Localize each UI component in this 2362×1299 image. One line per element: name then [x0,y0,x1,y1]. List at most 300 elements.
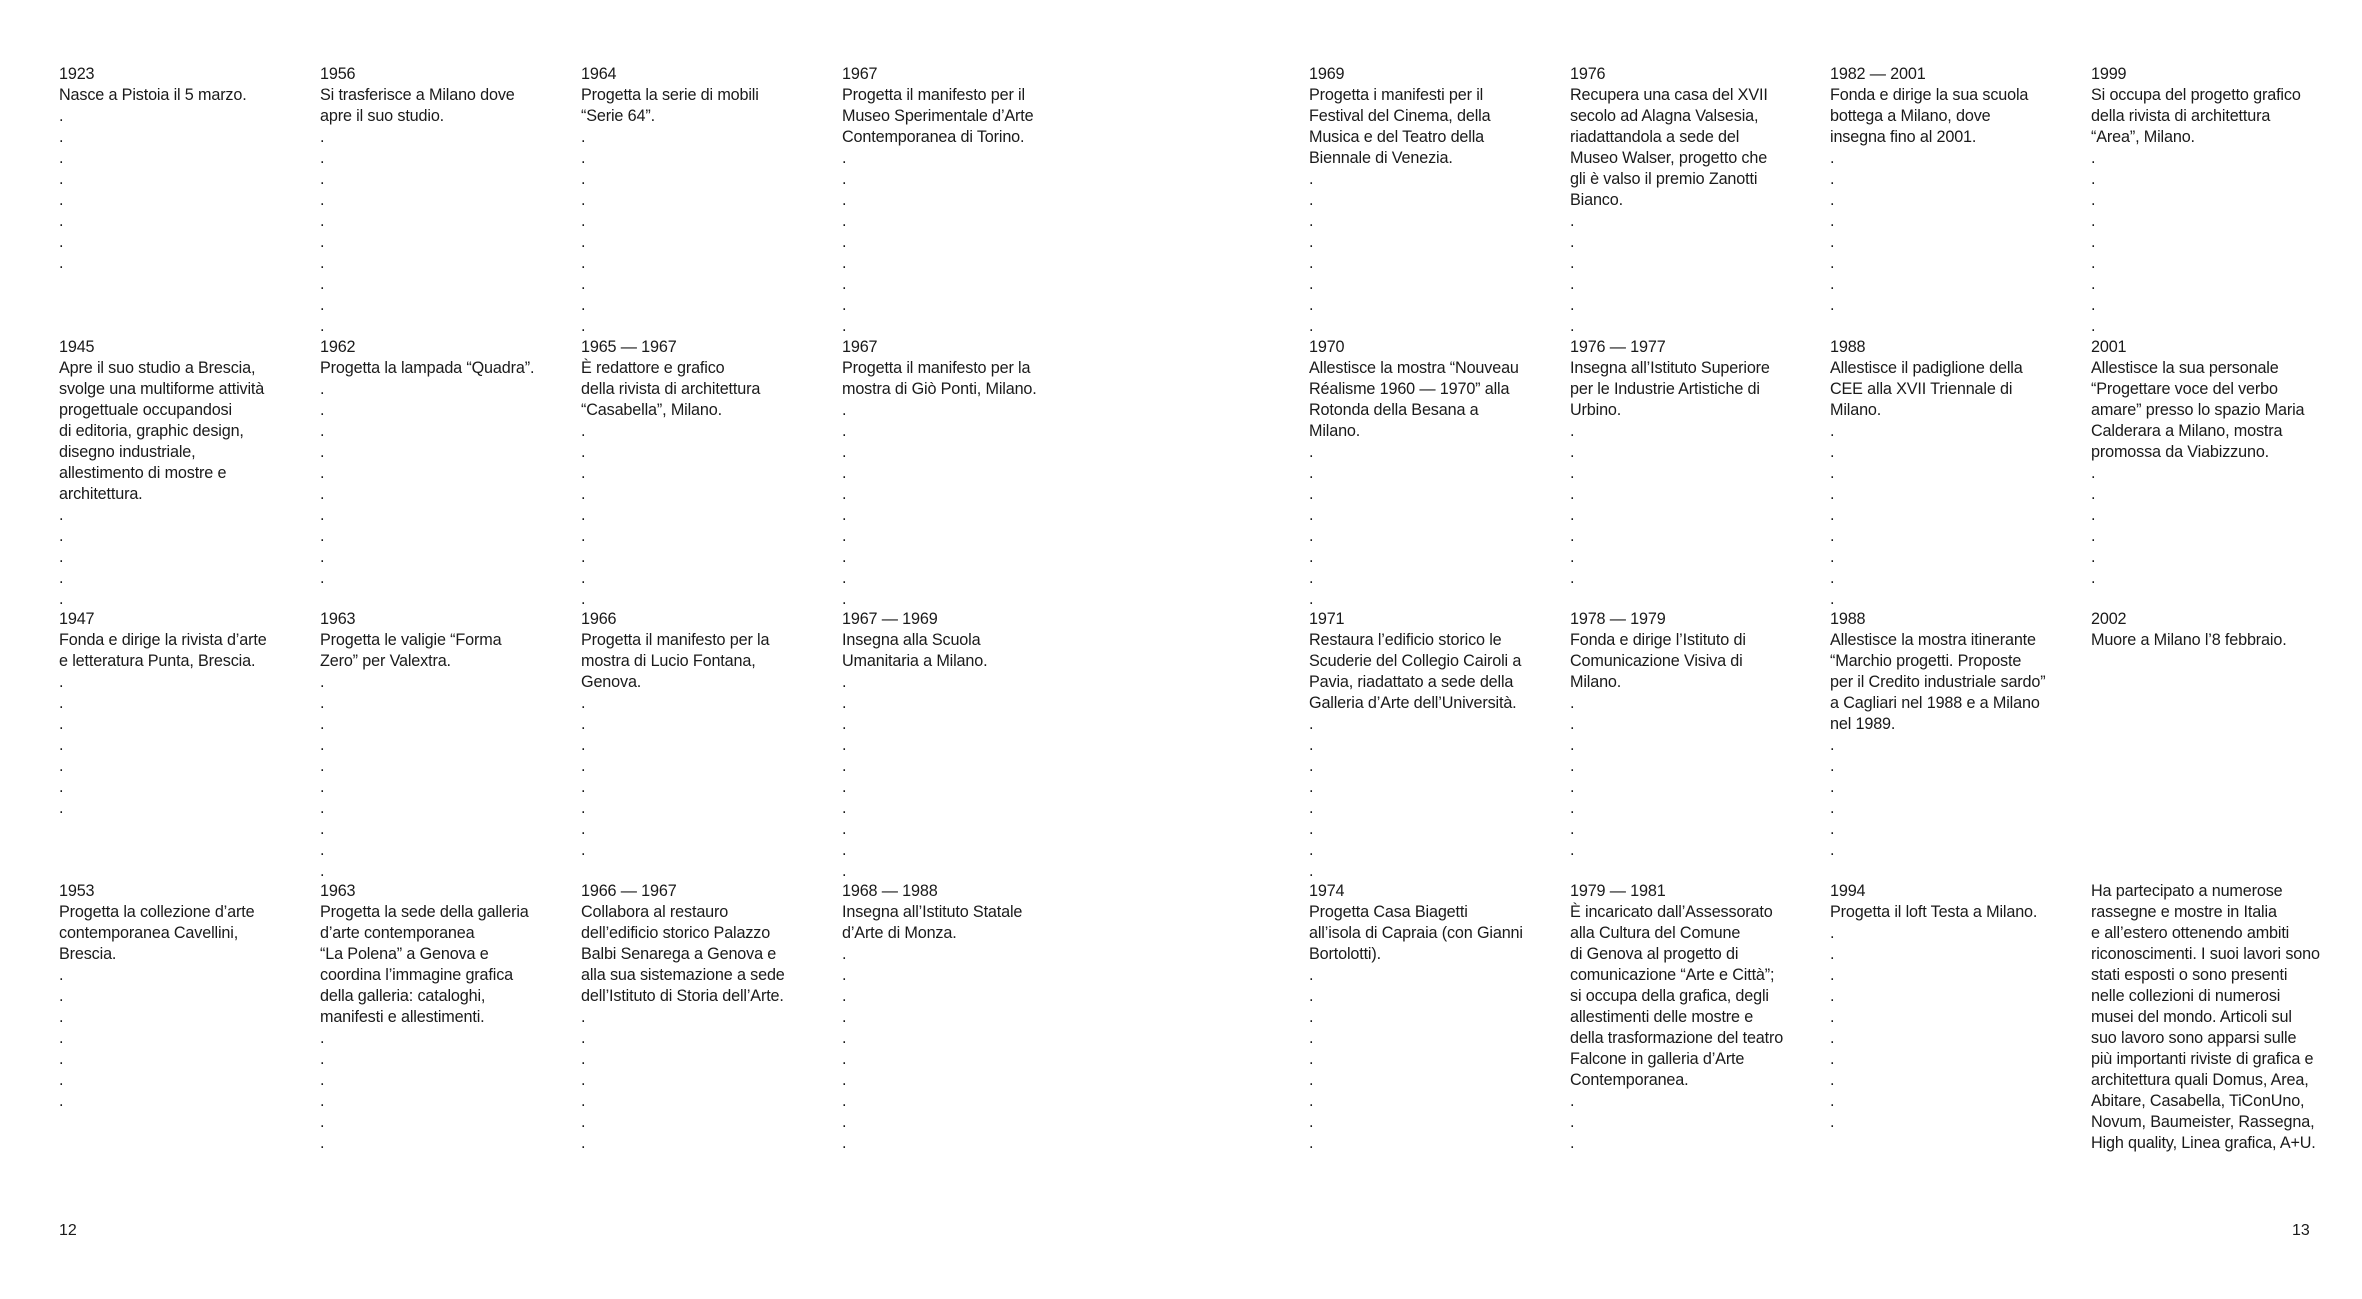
entry-text: Fonda e dirige la rivista d’arte e letteratura Punta, Brescia. [59,631,267,670]
dot-mark: . [1830,212,1835,230]
dot-mark: . [1830,296,1835,314]
entry-text: Progetta il manifesto per la mostra di Giò Ponti, Milano. [842,359,1037,398]
timeline-entry [2091,609,2336,881]
entry-text: Progetta il manifesto per il Museo Sperimentale d’Arte Contemporanea di Torino. [842,86,1034,146]
dot-mark: . [2091,212,2096,230]
dot-mark: . [59,569,64,587]
dot-mark: . [320,673,325,691]
dot-mark: . [59,1071,64,1089]
entry-text: Progetta la serie di mobili “Serie 64”. [581,86,759,125]
dot-mark: . [1309,715,1314,733]
dot-mark: . [581,212,586,230]
timeline-entry [320,337,565,609]
timeline-entry [1570,609,1815,881]
entry-year: 2001 [2091,338,2127,356]
timeline-entry [581,64,826,336]
dot-mark: . [59,966,64,984]
dot-mark: . [320,464,325,482]
dot-mark: . [1830,590,1835,608]
entry-text: È incaricato dall’Assessorato alla Cultura del Comune di Genova al progetto di comunicazione “Arte e Città”; si occupa della grafica, degli allestimenti delle mostre e della trasformazione del teatro Falcone in galleria d’Arte Contemporanea. [1570,903,1784,1089]
dot-leader [1830,923,2075,1133]
dot-mark: . [320,736,325,754]
dot-leader [1570,421,1815,589]
dot-mark: . [1830,945,1835,963]
biography-summary [2091,881,2336,1221]
entry-year: 1966 — 1967 [581,882,677,900]
dot-mark: . [320,128,325,146]
timeline-entry [59,881,304,1153]
dot-mark: . [1309,987,1314,1005]
dot-mark: . [581,820,586,838]
entry-text: Recupera una casa del XVII secolo ad Alagna Valsesia, riadattandola a sede del Museo Walser, progetto che gli è valso il premio Zanotti Bianco. [1570,86,1768,209]
timeline-entry [59,337,304,609]
dot-mark: . [2091,149,2096,167]
dot-mark: . [1570,778,1575,796]
dot-mark: . [581,590,586,608]
dot-mark: . [1309,966,1314,984]
entry-text: Progetta la lampada “Quadra”. [320,359,535,377]
entry-text: Allestisce il padiglione della CEE alla XVII Triennale di Milano. [1830,359,2023,419]
page-number-left: 12 [59,1222,77,1239]
entry-text: Progetta la collezione d’arte contemporanea Cavellini, Brescia. [59,903,255,963]
dot-mark: . [1309,548,1314,566]
dot-mark: . [581,1050,586,1068]
dot-mark: . [2091,275,2096,293]
dot-mark: . [2091,527,2096,545]
dot-mark: . [842,590,847,608]
entry-year: 1968 — 1988 [842,882,938,900]
dot-mark: . [1309,191,1314,209]
dot-mark: . [320,275,325,293]
entry-text: Progetta la sede della galleria d’arte contemporanea “La Polena” a Genova e coordina l’immagine grafica della galleria: cataloghi, manifesti e allestimenti. [320,903,529,1026]
dot-mark: . [842,1008,847,1026]
dot-mark: . [842,569,847,587]
dot-mark: . [59,757,64,775]
entry-year: 1988 [1830,338,1866,356]
dot-mark: . [1309,590,1314,608]
dot-mark: . [59,170,64,188]
timeline-entry [59,609,304,881]
dot-mark: . [1309,799,1314,817]
entry-text: Muore a Milano l’8 febbraio. [2091,631,2287,649]
dot-mark: . [581,799,586,817]
dot-mark: . [1830,422,1835,440]
timeline-entry [59,64,304,336]
dot-mark: . [581,506,586,524]
entry-year: 1969 [1309,65,1345,83]
dot-leader [320,672,565,881]
dot-mark: . [1570,548,1575,566]
dot-mark: . [581,485,586,503]
dot-leader [2091,148,2336,336]
entry-text: Allestisce la sua personale “Progettare voce del verbo amare” presso lo spazio Maria Calderara a Milano, mostra promossa da Viabizzuno. [2091,359,2305,461]
dot-leader [320,1028,565,1153]
entry-year: 2002 [2091,610,2127,628]
dot-mark: . [1830,275,1835,293]
timeline-entry [2091,64,2336,336]
dot-mark: . [320,212,325,230]
entry-year: 1967 — 1969 [842,610,938,628]
dot-mark: . [59,254,64,272]
dot-mark: . [1570,212,1575,230]
dot-mark: . [1570,820,1575,838]
dot-leader [2091,463,2336,589]
dot-mark: . [320,296,325,314]
dot-mark: . [59,1029,64,1047]
dot-mark: . [320,422,325,440]
entry-text: Insegna all’Istituto Statale d’Arte di Monza. [842,903,1023,942]
entry-text: Apre il suo studio a Brescia, svolge una multiforme attività progettuale occupandosi di editoria, graphic design, disegno industriale, allestimento di mostre e architettura. [59,359,265,503]
dot-mark: . [1309,170,1314,188]
timeline-entry [1309,337,1554,609]
dot-mark: . [2091,170,2096,188]
dot-mark: . [1309,862,1314,880]
dot-mark: . [1309,485,1314,503]
dot-mark: . [842,1113,847,1131]
dot-mark: . [1830,485,1835,503]
dot-mark: . [320,401,325,419]
dot-mark: . [842,296,847,314]
dot-mark: . [1830,1071,1835,1089]
dot-mark: . [842,945,847,963]
dot-mark: . [1570,1134,1575,1152]
dot-mark: . [842,862,847,880]
dot-mark: . [1309,1113,1314,1131]
dot-mark: . [1830,548,1835,566]
dot-mark: . [1830,464,1835,482]
timeline-entry [1570,881,1815,1153]
dot-mark: . [320,485,325,503]
dot-leader [59,672,304,819]
dot-leader [320,379,565,589]
dot-mark: . [59,107,64,125]
entry-text: Nasce a Pistoia il 5 marzo. [59,86,247,104]
dot-mark: . [320,548,325,566]
timeline-entry [2091,337,2336,609]
entry-year: 1994 [1830,882,1866,900]
dot-mark: . [842,1134,847,1152]
timeline-entry [842,337,1087,609]
entry-year: 1976 — 1977 [1570,338,1666,356]
dot-mark: . [59,987,64,1005]
dot-mark: . [581,1113,586,1131]
dot-mark: . [320,820,325,838]
dot-mark: . [1309,275,1314,293]
dot-mark: . [1830,569,1835,587]
dot-mark: . [1309,1008,1314,1026]
dot-mark: . [842,233,847,251]
dot-mark: . [320,1134,325,1152]
dot-mark: . [2091,317,2096,335]
entry-text: Progetta il manifesto per la mostra di Lucio Fontana, Genova. [581,631,770,691]
dot-mark: . [1830,506,1835,524]
dot-mark: . [320,380,325,398]
dot-mark: . [581,149,586,167]
dot-mark: . [320,862,325,880]
dot-mark: . [1830,841,1835,859]
dot-mark: . [1570,506,1575,524]
dot-mark: . [1830,966,1835,984]
dot-mark: . [842,715,847,733]
dot-mark: . [320,191,325,209]
dot-leader [1309,714,1554,881]
dot-mark: . [1570,422,1575,440]
dot-mark: . [1570,569,1575,587]
dot-mark: . [320,170,325,188]
entry-text: Progetta Casa Biagetti all’isola di Capraia (con Gianni Bortolotti). [1309,903,1523,963]
dot-mark: . [1570,799,1575,817]
dot-mark: . [1309,736,1314,754]
dot-mark: . [1830,233,1835,251]
dot-mark: . [842,401,847,419]
dot-mark: . [581,736,586,754]
dot-mark: . [320,1092,325,1110]
dot-mark: . [581,422,586,440]
dot-mark: . [2091,464,2096,482]
entry-text: Allestisce la mostra itinerante “Marchio progetti. Proposte per il Credito industriale sardo” a Cagliari nel 1988 e a Milano nel 1989. [1830,631,2046,733]
dot-mark: . [2091,296,2096,314]
dot-mark: . [2091,569,2096,587]
dot-mark: . [581,170,586,188]
dot-mark: . [842,149,847,167]
dot-mark: . [842,1050,847,1068]
timeline-entry [842,64,1087,336]
dot-leader [842,148,1087,336]
dot-mark: . [1570,275,1575,293]
dot-mark: . [59,149,64,167]
dot-mark: . [59,715,64,733]
dot-mark: . [581,1029,586,1047]
dot-mark: . [1570,233,1575,251]
dot-mark: . [1830,1029,1835,1047]
dot-leader [1830,148,2075,316]
dot-mark: . [842,987,847,1005]
entry-year: 1947 [59,610,95,628]
dot-mark: . [581,778,586,796]
dot-mark: . [1309,1050,1314,1068]
entry-year: 1923 [59,65,95,83]
timeline-entry [1830,337,2075,609]
dot-mark: . [1830,149,1835,167]
dot-mark: . [842,212,847,230]
timeline-entry [1309,64,1554,336]
dot-mark: . [1309,820,1314,838]
dot-leader [320,127,565,336]
dot-mark: . [59,527,64,545]
dot-mark: . [842,317,847,335]
dot-mark: . [1309,757,1314,775]
entry-year: 1963 [320,882,356,900]
dot-mark: . [842,799,847,817]
dot-mark: . [842,694,847,712]
entry-text: È redattore e grafico della rivista di architettura “Casabella”, Milano. [581,359,761,419]
dot-mark: . [581,1134,586,1152]
entry-year: 1976 [1570,65,1606,83]
entry-year: 1982 — 2001 [1830,65,1926,83]
dot-leader [842,944,1087,1153]
entry-text: Progetta il loft Testa a Milano. [1830,903,2038,921]
dot-mark: . [59,673,64,691]
dot-leader [1309,169,1554,336]
dot-mark: . [1570,1092,1575,1110]
entry-year: 1988 [1830,610,1866,628]
dot-mark: . [59,736,64,754]
dot-mark: . [581,128,586,146]
dot-mark: . [1309,296,1314,314]
dot-leader [1570,693,1815,861]
entry-text: Progetta le valigie “Forma Zero” per Valextra. [320,631,502,670]
dot-mark: . [320,1113,325,1131]
dot-mark: . [1309,1029,1314,1047]
dot-mark: . [842,464,847,482]
dot-mark: . [1309,443,1314,461]
dot-mark: . [581,443,586,461]
entry-text: Insegna alla Scuola Umanitaria a Milano. [842,631,988,670]
dot-leader [59,505,304,609]
dot-mark: . [581,715,586,733]
dot-mark: . [320,569,325,587]
dot-mark: . [842,275,847,293]
dot-mark: . [1830,736,1835,754]
dot-mark: . [320,527,325,545]
dot-mark: . [59,694,64,712]
dot-leader [842,400,1087,609]
dot-mark: . [842,191,847,209]
dot-mark: . [1309,233,1314,251]
dot-mark: . [1309,506,1314,524]
dot-mark: . [842,841,847,859]
dot-mark: . [581,694,586,712]
dot-mark: . [1309,317,1314,335]
dot-mark: . [842,506,847,524]
entry-year: 1962 [320,338,356,356]
dot-mark: . [320,506,325,524]
dot-mark: . [1570,841,1575,859]
timeline-entry [1309,881,1554,1153]
dot-mark: . [581,317,586,335]
timeline-entry [1570,337,1815,609]
dot-mark: . [1570,527,1575,545]
dot-mark: . [1830,1092,1835,1110]
dot-mark: . [1570,485,1575,503]
dot-mark: . [842,548,847,566]
dot-mark: . [320,694,325,712]
dot-mark: . [842,170,847,188]
entry-year: 1970 [1309,338,1345,356]
dot-mark: . [842,778,847,796]
dot-mark: . [581,296,586,314]
dot-mark: . [1309,1092,1314,1110]
entry-year: 1971 [1309,610,1345,628]
dot-mark: . [1830,987,1835,1005]
dot-mark: . [1570,694,1575,712]
dot-mark: . [59,506,64,524]
dot-mark: . [581,1008,586,1026]
dot-mark: . [320,778,325,796]
dot-leader [1570,211,1815,336]
dot-mark: . [581,1092,586,1110]
dot-mark: . [59,548,64,566]
dot-mark: . [1570,757,1575,775]
dot-mark: . [320,1050,325,1068]
dot-leader [59,965,304,1112]
dot-mark: . [2091,485,2096,503]
dot-mark: . [1309,464,1314,482]
dot-mark: . [320,841,325,859]
entry-year: 1964 [581,65,617,83]
dot-mark: . [1570,464,1575,482]
dot-mark: . [581,548,586,566]
timeline-entry [320,64,565,336]
page-number-right: 13 [2292,1222,2310,1239]
timeline-entry [581,609,826,881]
timeline-entry [581,337,826,609]
entry-text: Fonda e dirige la sua scuola bottega a Milano, dove insegna fino al 2001. [1830,86,2029,146]
dot-mark: . [581,191,586,209]
timeline-entry [320,881,565,1153]
timeline-entry [1570,64,1815,336]
dot-mark: . [320,799,325,817]
dot-mark: . [581,275,586,293]
entry-year: 1953 [59,882,95,900]
dot-leader [1830,735,2075,861]
dot-mark: . [1570,296,1575,314]
entry-year: 1956 [320,65,356,83]
timeline-entry [1309,609,1554,881]
dot-mark: . [1309,1071,1314,1089]
dot-mark: . [1830,1050,1835,1068]
entry-text: Fonda e dirige l’Istituto di Comunicazione Visiva di Milano. [1570,631,1746,691]
dot-mark: . [320,317,325,335]
entry-year: 1974 [1309,882,1345,900]
dot-mark: . [59,233,64,251]
dot-mark: . [1570,736,1575,754]
dot-mark: . [842,757,847,775]
entry-year: 1979 — 1981 [1570,882,1666,900]
dot-mark: . [2091,191,2096,209]
entry-year: 1999 [2091,65,2127,83]
dot-mark: . [581,757,586,775]
dot-mark: . [1570,317,1575,335]
dot-mark: . [1830,254,1835,272]
dot-mark: . [842,443,847,461]
entry-text: Allestisce la mostra “Nouveau Réalisme 1960 — 1970” alla Rotonda della Besana a Milano. [1309,359,1519,440]
dot-mark: . [1830,443,1835,461]
dot-mark: . [842,1071,847,1089]
entry-text: Si occupa del progetto grafico della rivista di architettura “Area”, Milano. [2091,86,2301,146]
dot-mark: . [842,673,847,691]
dot-leader [1570,1091,1815,1153]
dot-mark: . [842,736,847,754]
timeline-entry [1830,64,2075,336]
dot-leader [581,421,826,609]
dot-mark: . [1570,443,1575,461]
dot-mark: . [1309,569,1314,587]
dot-mark: . [1309,527,1314,545]
dot-mark: . [581,1071,586,1089]
dot-mark: . [2091,548,2096,566]
dot-mark: . [842,820,847,838]
entry-text: Collabora al restauro dell’edificio storico Palazzo Balbi Senarega a Genova e alla sua sistemazione a sede dell’Istituto di Storia dell’Arte. [581,903,785,1005]
dot-mark: . [581,569,586,587]
entry-year: 1945 [59,338,95,356]
entry-text: Restaura l’edificio storico le Scuderie del Collegio Cairoli a Pavia, riadattato a sede della Galleria d’Arte dell’Università. [1309,631,1522,712]
dot-mark: . [581,527,586,545]
dot-mark: . [1830,924,1835,942]
entry-year: 1967 [842,65,878,83]
dot-mark: . [320,757,325,775]
timeline-entry [1830,609,2075,881]
